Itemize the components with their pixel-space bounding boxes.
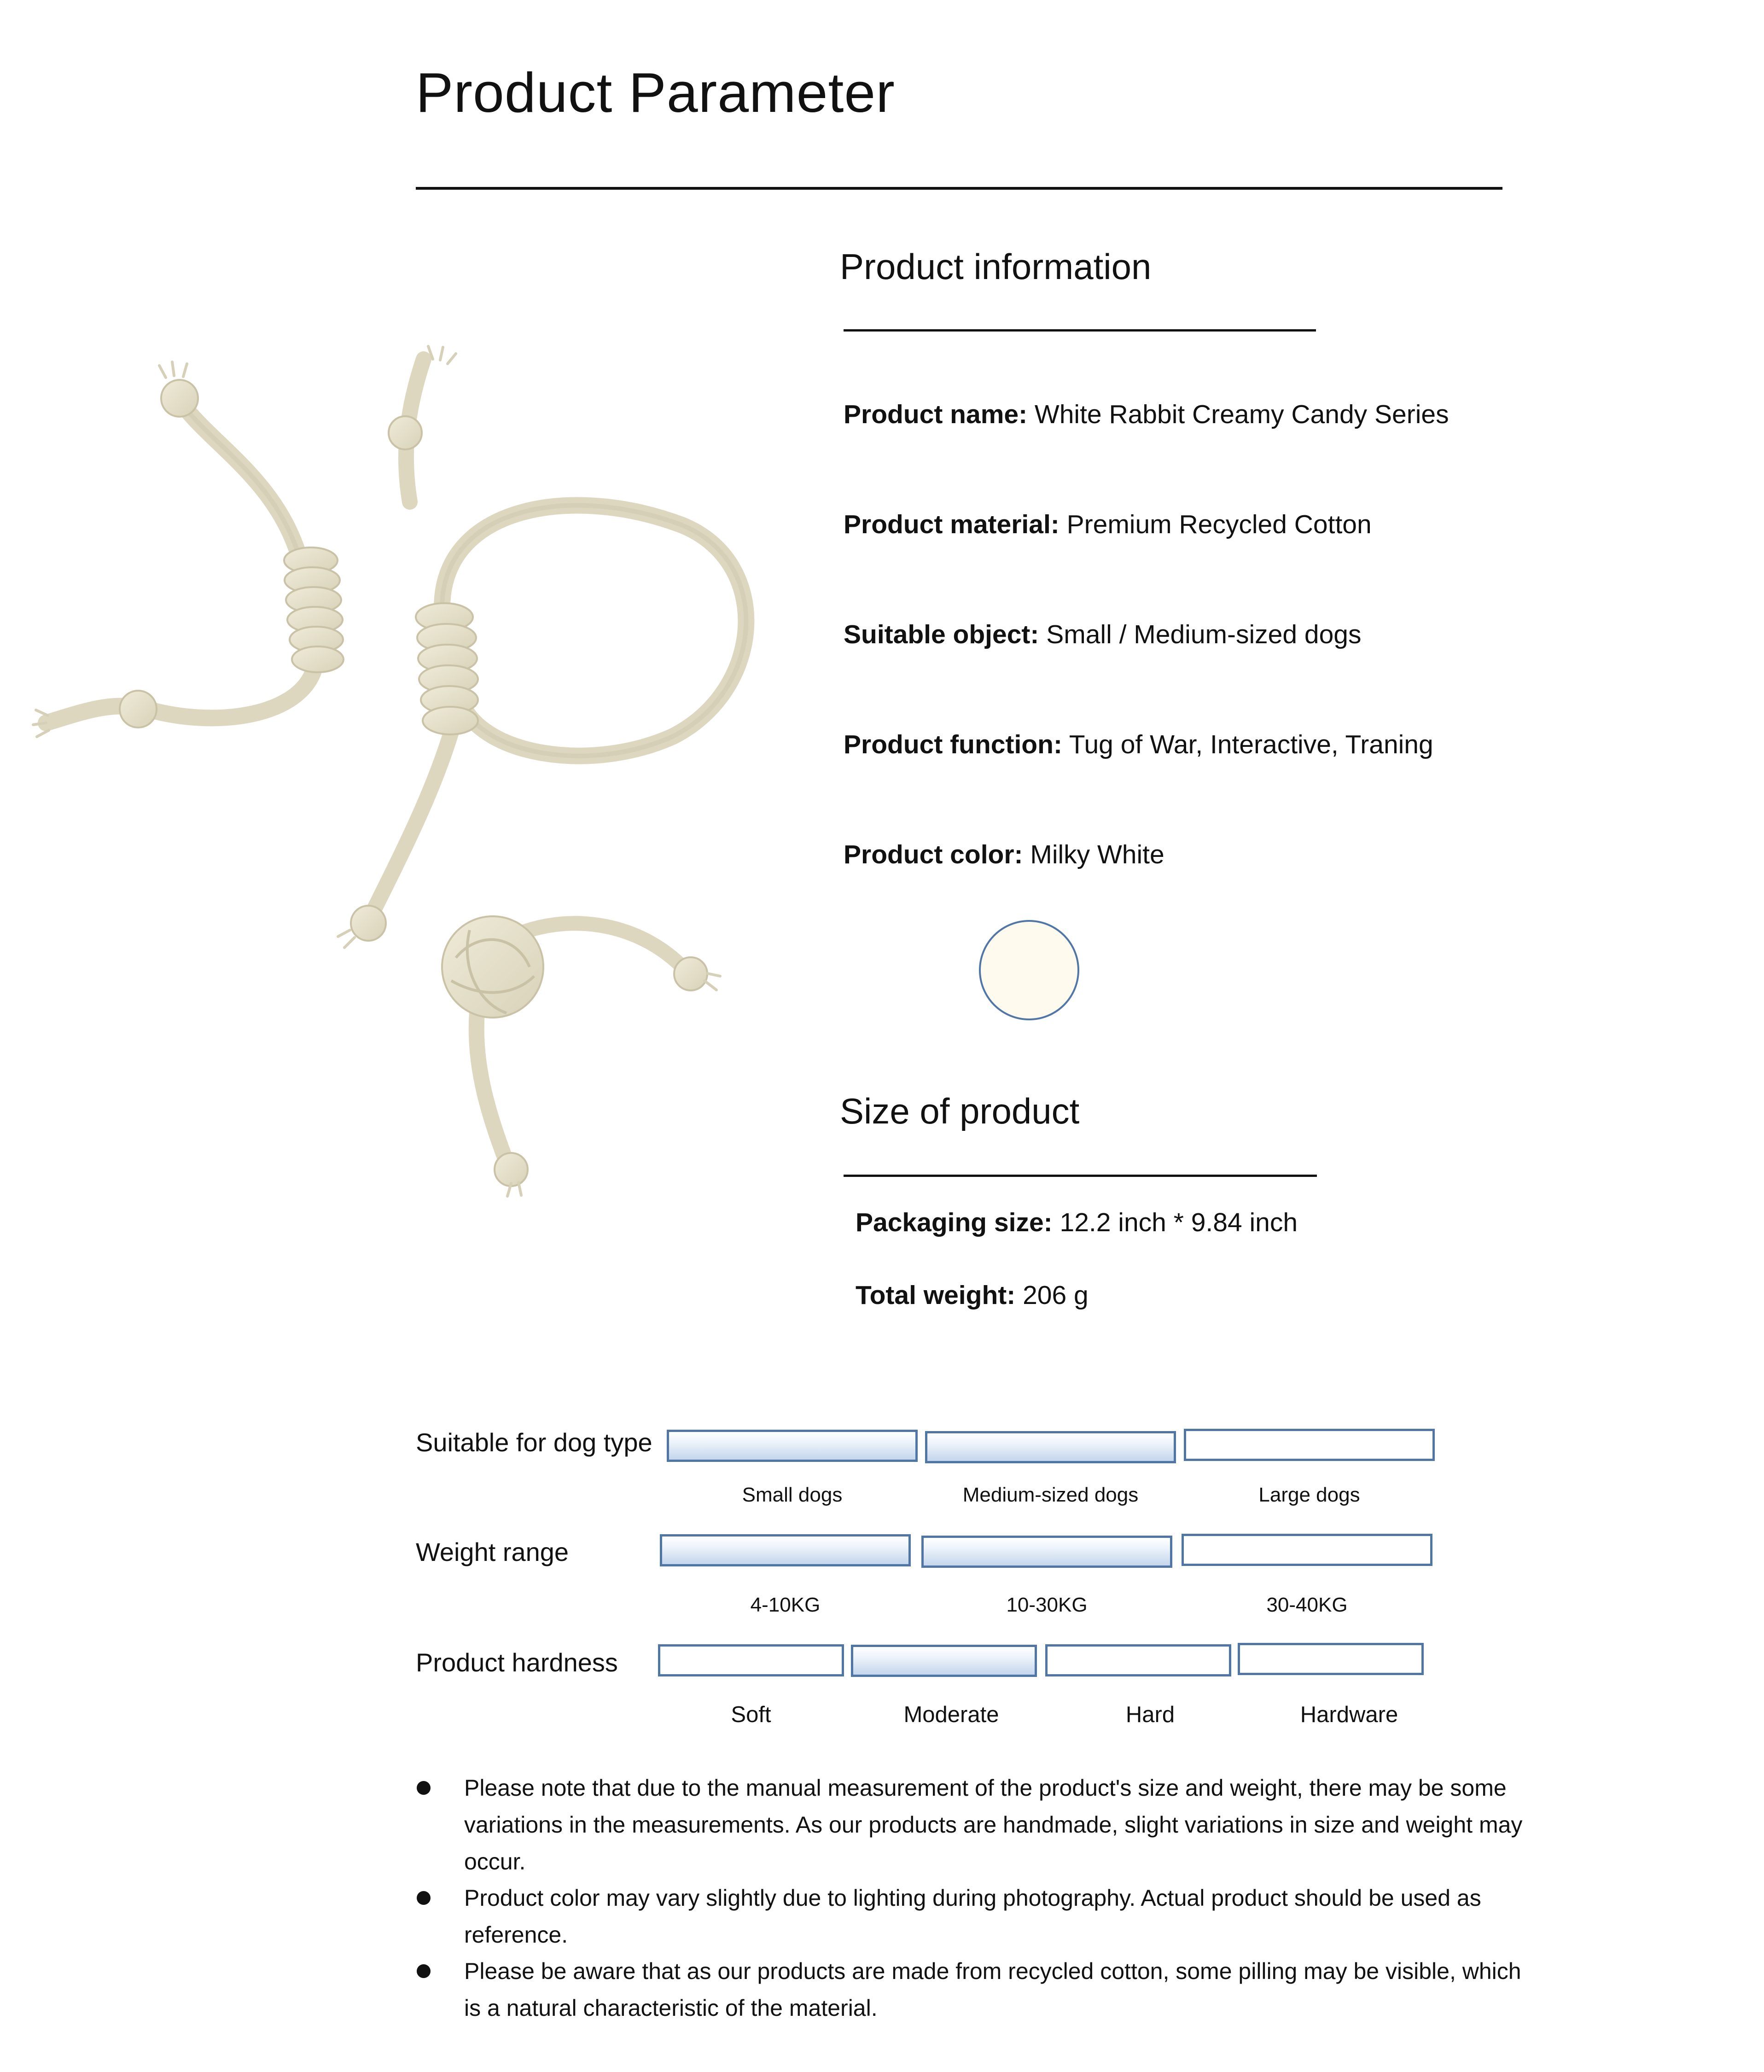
packaging-size-value: 12.2 inch * 9.84 inch <box>1060 1208 1298 1237</box>
dog-type-caption-large: Large dogs <box>1258 1484 1360 1506</box>
product-function-value: Tug of War, Interactive, Traning <box>1069 730 1433 759</box>
size-of-product-divider <box>844 1175 1317 1177</box>
weight-caption-30-40kg: 30-40KG <box>1266 1594 1348 1616</box>
dog-type-caption-medium: Medium-sized dogs <box>962 1484 1139 1506</box>
note-item: Product color may vary slightly due to lighting during photography. Actual product should be used as reference. <box>464 1885 1481 1948</box>
hardness-bar-moderate <box>851 1645 1037 1677</box>
suitable-object-label: Suitable object: <box>844 620 1039 649</box>
product-name-value: White Rabbit Creamy Candy Series <box>1034 400 1449 429</box>
dog-type-bar-small <box>667 1430 918 1462</box>
hardness-bar-soft <box>658 1644 844 1676</box>
product-material-label: Product material: <box>844 510 1060 539</box>
suitable-object-value: Small / Medium-sized dogs <box>1046 620 1362 649</box>
product-material-row <box>844 512 1372 538</box>
product-function-row <box>844 732 1433 758</box>
product-color-row <box>844 842 1164 868</box>
suitable-object-row <box>844 622 1362 648</box>
size-of-product-heading: Size of product <box>840 1091 1080 1131</box>
product-hardness-label: Product hardness <box>416 1648 618 1677</box>
weight-caption-10-30kg: 10-30KG <box>1006 1594 1088 1616</box>
dog-type-label: Suitable for dog type <box>416 1428 652 1457</box>
weight-range-label: Weight range <box>416 1537 569 1566</box>
product-color-label: Product color: <box>844 840 1023 869</box>
hardness-bar-hardware <box>1238 1643 1424 1675</box>
product-information-divider <box>844 329 1316 332</box>
hardness-caption-hard: Hard <box>1125 1702 1175 1727</box>
product-name-label: Product name: <box>844 400 1028 429</box>
dog-type-bar-large <box>1184 1429 1435 1461</box>
hardness-bar-hard <box>1045 1644 1231 1676</box>
note-bullet <box>417 1891 431 1905</box>
total-weight-row <box>856 1282 1089 1309</box>
product-image <box>28 332 774 1275</box>
color-swatch <box>979 920 1079 1020</box>
weight-bar-30-40kg <box>1182 1534 1432 1566</box>
product-information-heading: Product information <box>840 246 1152 287</box>
dog-type-caption-small: Small dogs <box>742 1484 843 1506</box>
product-name-row <box>844 402 1449 428</box>
weight-caption-4-10kg: 4-10KG <box>750 1594 821 1616</box>
weight-bar-10-30kg <box>921 1536 1172 1568</box>
page-title: Product Parameter <box>416 61 895 124</box>
product-material-value: Premium Recycled Cotton <box>1066 510 1372 539</box>
dog-type-bar-medium <box>925 1431 1176 1463</box>
product-color-value: Milky White <box>1030 840 1164 869</box>
packaging-size-row <box>856 1210 1298 1236</box>
total-weight-value: 206 g <box>1023 1280 1089 1310</box>
hardness-caption-soft: Soft <box>731 1702 771 1727</box>
note-bullet <box>417 1964 431 1978</box>
weight-bar-4-10kg <box>660 1534 911 1566</box>
hardness-caption-moderate: Moderate <box>903 1702 999 1727</box>
note-item: Please be aware that as our products are made from recycled cotton, some pilling may be visible, which is a natural characteristic of the material. <box>464 1958 1521 2021</box>
packaging-size-label: Packaging size: <box>856 1208 1053 1237</box>
note-item: Please note that due to the manual measurement of the product's size and weight, there may be some variations in the measurements. As our products are handmade, slight variations in size and weight may occur. <box>464 1775 1523 1874</box>
note-bullet <box>417 1781 431 1795</box>
hardness-caption-hardware: Hardware <box>1300 1702 1398 1727</box>
header-divider <box>416 187 1502 190</box>
product-function-label: Product function: <box>844 730 1062 759</box>
total-weight-label: Total weight: <box>856 1280 1016 1310</box>
